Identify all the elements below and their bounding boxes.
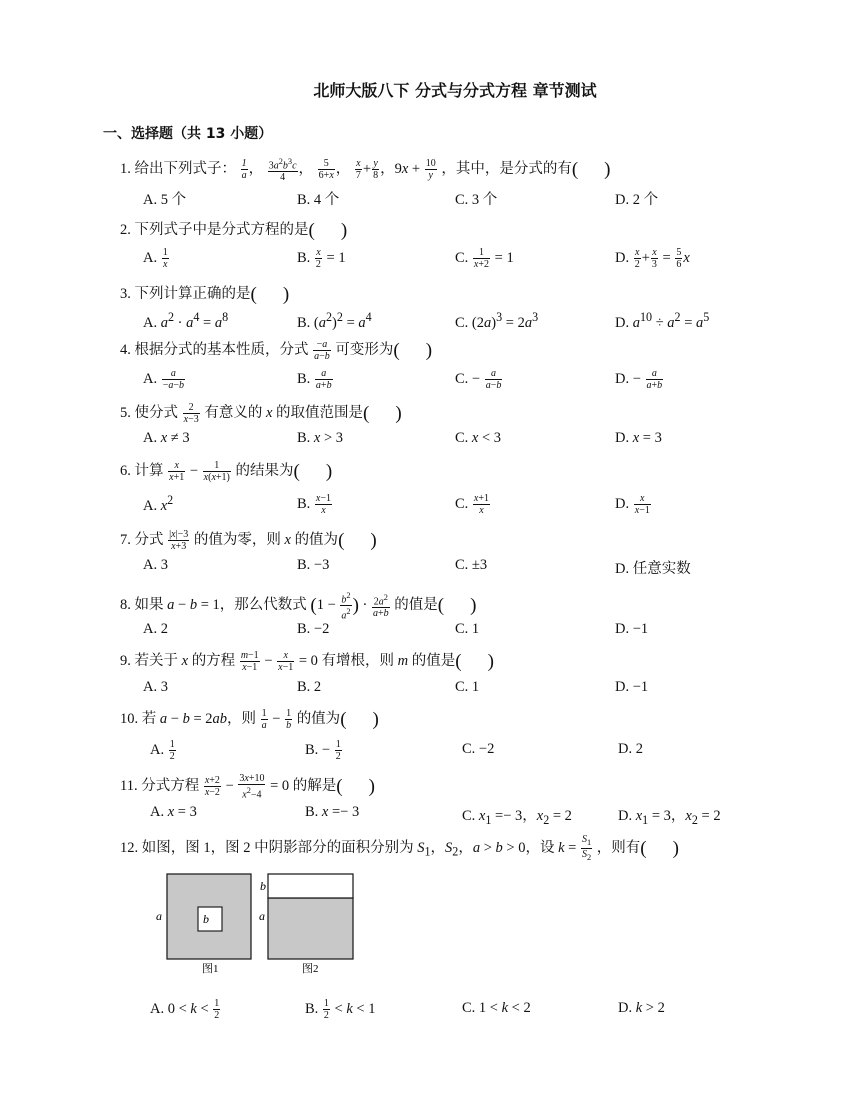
q11-option-c[interactable]: C. $x_1 =- 3$，$x_2 = 2$ [462,808,572,827]
q4-option-b[interactable]: B. $\frac{a}{a+b}$ [297,368,332,391]
q10-option-c[interactable]: C. −2 [462,741,495,757]
q9-option-c[interactable]: C. 1 [455,679,480,695]
q6-option-d[interactable]: D. $\frac{x}{x-1}$ [615,493,650,516]
q1-option-d[interactable]: D. 2 个 [615,192,659,208]
q6-option-b[interactable]: B. $\frac{x-1}{x}$ [297,493,332,516]
q11-option-a[interactable]: A. x = 3 [150,804,197,820]
fig1-caption: 图1 [202,963,219,975]
fig2-caption: 图2 [302,963,319,975]
q10-option-a[interactable]: A. $\frac{1}{2}$ [150,739,175,762]
q9-option-d[interactable]: D. −1 [615,679,649,695]
q1-option-a[interactable]: A. 5 个 [143,192,187,208]
fig2-label-b: b [260,879,266,893]
q5-option-b[interactable]: B. x > 3 [297,430,344,446]
q9-option-b[interactable]: B. 2 [297,679,322,695]
q8-option-b[interactable]: B. −2 [297,621,330,637]
q6-option-a[interactable]: A. $x^2$ [143,493,174,514]
question-4: 4. 根据分式的基本性质，分式 $\frac{-a}{a-b}$ 可变形为( ) [120,339,433,363]
q8-option-c[interactable]: C. 1 [455,621,480,637]
q5-option-d[interactable]: D. x = 3 [615,430,662,446]
question-2: 2. 下列式子中是分式方程的是( ) [120,220,348,241]
q6-option-c[interactable]: C. $\frac{x+1}{x}$ [455,493,490,516]
q3-option-c[interactable]: C. $(2a)^3 = 2a^3$ [455,310,539,331]
question-12: 12. 如图，图 1，图 2 中阴影部分的面积分别为 $S_1$，$S_2$，a > b > 0，设 k = $\frac{S_1}{S_2}$ ，则有( ) [120,834,679,862]
question-7: 7. 分式 $\frac{|x|-3}{x+3}$ 的值为零，则 x 的值为( ) [120,529,377,553]
q12-option-d[interactable]: D. k > 2 [618,1000,665,1016]
q7-option-b[interactable]: B. −3 [297,557,330,573]
q3-option-a[interactable]: A. $a^2 \cdot a^4 = a^8$ [143,310,229,331]
q3-option-b[interactable]: B. $(a^2)^2 = a^4$ [297,310,372,331]
q7-option-a[interactable]: A. 3 [143,557,168,573]
q12-figure [150,868,370,978]
question-11: 11. 分式方程 $\frac{x+2}{x-2}$ − $\frac{3x+10}{x^2-4}$ = 0 的解是( ) [120,773,375,801]
q8-option-d[interactable]: D. −1 [615,621,649,637]
q4-option-c[interactable]: C. − $\frac{a}{a-b}$ [455,368,502,391]
q12-option-b[interactable]: B. $\frac{1}{2}$ < k < 1 [305,998,376,1021]
question-5: 5. 使分式 $\frac{2}{x-3}$ 有意义的 x 的取值范围是( ) [120,402,402,426]
question-8: 8. 如果 a − b = 1，那么代数式 (1 − $\frac{b^2}{a^2}$ ) · $\frac{2a^2}{a+b}$ 的值是( ) [120,591,477,622]
q10-option-d[interactable]: D. 2 [618,741,643,757]
question-1: 1. 给出下列式子： $\frac{1}{a}$ ， $\frac{3a^2b^3c}{4}$ ， $\frac{5}{6+x}$ ， $\frac{x}{7}$ + $\frac{y}{8}$ ，9x + $\frac{10}{y}$ ，其中，是分式的有( ) [120,157,611,184]
fig1-label-b: b [203,912,209,926]
q12-option-c[interactable]: C. 1 < k < 2 [462,1000,531,1016]
fig1-inner-square [198,907,222,931]
q3-option-d[interactable]: D. $a^{10} \div a^2 = a^5$ [615,310,710,331]
fig2-shaded-rect [268,898,353,959]
question-3: 3. 下列计算正确的是( ) [120,284,290,305]
q9-option-a[interactable]: A. 3 [143,679,168,695]
question-10: 10. 若 a − b = 2ab，则 $\frac{1}{a}$ − $\frac{1}{b}$ 的值为( ) [120,708,379,732]
fig2-label-a: a [259,909,265,923]
q7-option-c[interactable]: C. ±3 [455,557,488,573]
q7-option-d[interactable]: D. 任意实数 [615,561,691,577]
q12-option-a[interactable]: A. 0 < k < $\frac{1}{2}$ [150,998,220,1021]
q11-option-b[interactable]: B. x =− 3 [305,804,360,820]
q4-option-a[interactable]: A. $\frac{a}{-a-b}$ [143,368,185,391]
q1-option-b[interactable]: B. 4 个 [297,192,340,208]
q2-option-a[interactable]: A. $\frac{1}{x}$ [143,247,168,270]
q1-option-c[interactable]: C. 3 个 [455,192,498,208]
page-title: 北师大版八下 分式与分式方程 章节测试 [313,81,597,100]
q11-option-d[interactable]: D. $x_1 = 3$，$x_2 = 2$ [618,808,721,827]
q2-option-d[interactable]: D. $\frac{x}{2}$ + $\frac{x}{3}$ = $\frac{5}{6}$ x [615,247,690,270]
q4-option-d[interactable]: D. − $\frac{a}{a+b}$ [615,368,663,391]
q2-option-c[interactable]: C. $\frac{1}{x+2}$ = 1 [455,247,514,270]
q10-option-b[interactable]: B. − $\frac{1}{2}$ [305,739,341,762]
q2-option-b[interactable]: B. $\frac{x}{2}$ = 1 [297,247,346,270]
fig1-label-a: a [156,909,162,923]
fig2-white-strip [268,874,353,898]
question-9: 9. 若关于 x 的方程 $\frac{m-1}{x-1}$ − $\frac{x}{x-1}$ = 0 有增根，则 m 的值是( ) [120,650,494,674]
q5-option-a[interactable]: A. x ≠ 3 [143,430,190,446]
question-6: 6. 计算 $\frac{x}{x+1}$ − $\frac{1}{x(x+1)}$ 的结果为( ) [120,460,333,484]
section-heading: 一、选择题（共 13 小题） [103,126,273,142]
q5-option-c[interactable]: C. x < 3 [455,430,502,446]
q8-option-a[interactable]: A. 2 [143,621,168,637]
